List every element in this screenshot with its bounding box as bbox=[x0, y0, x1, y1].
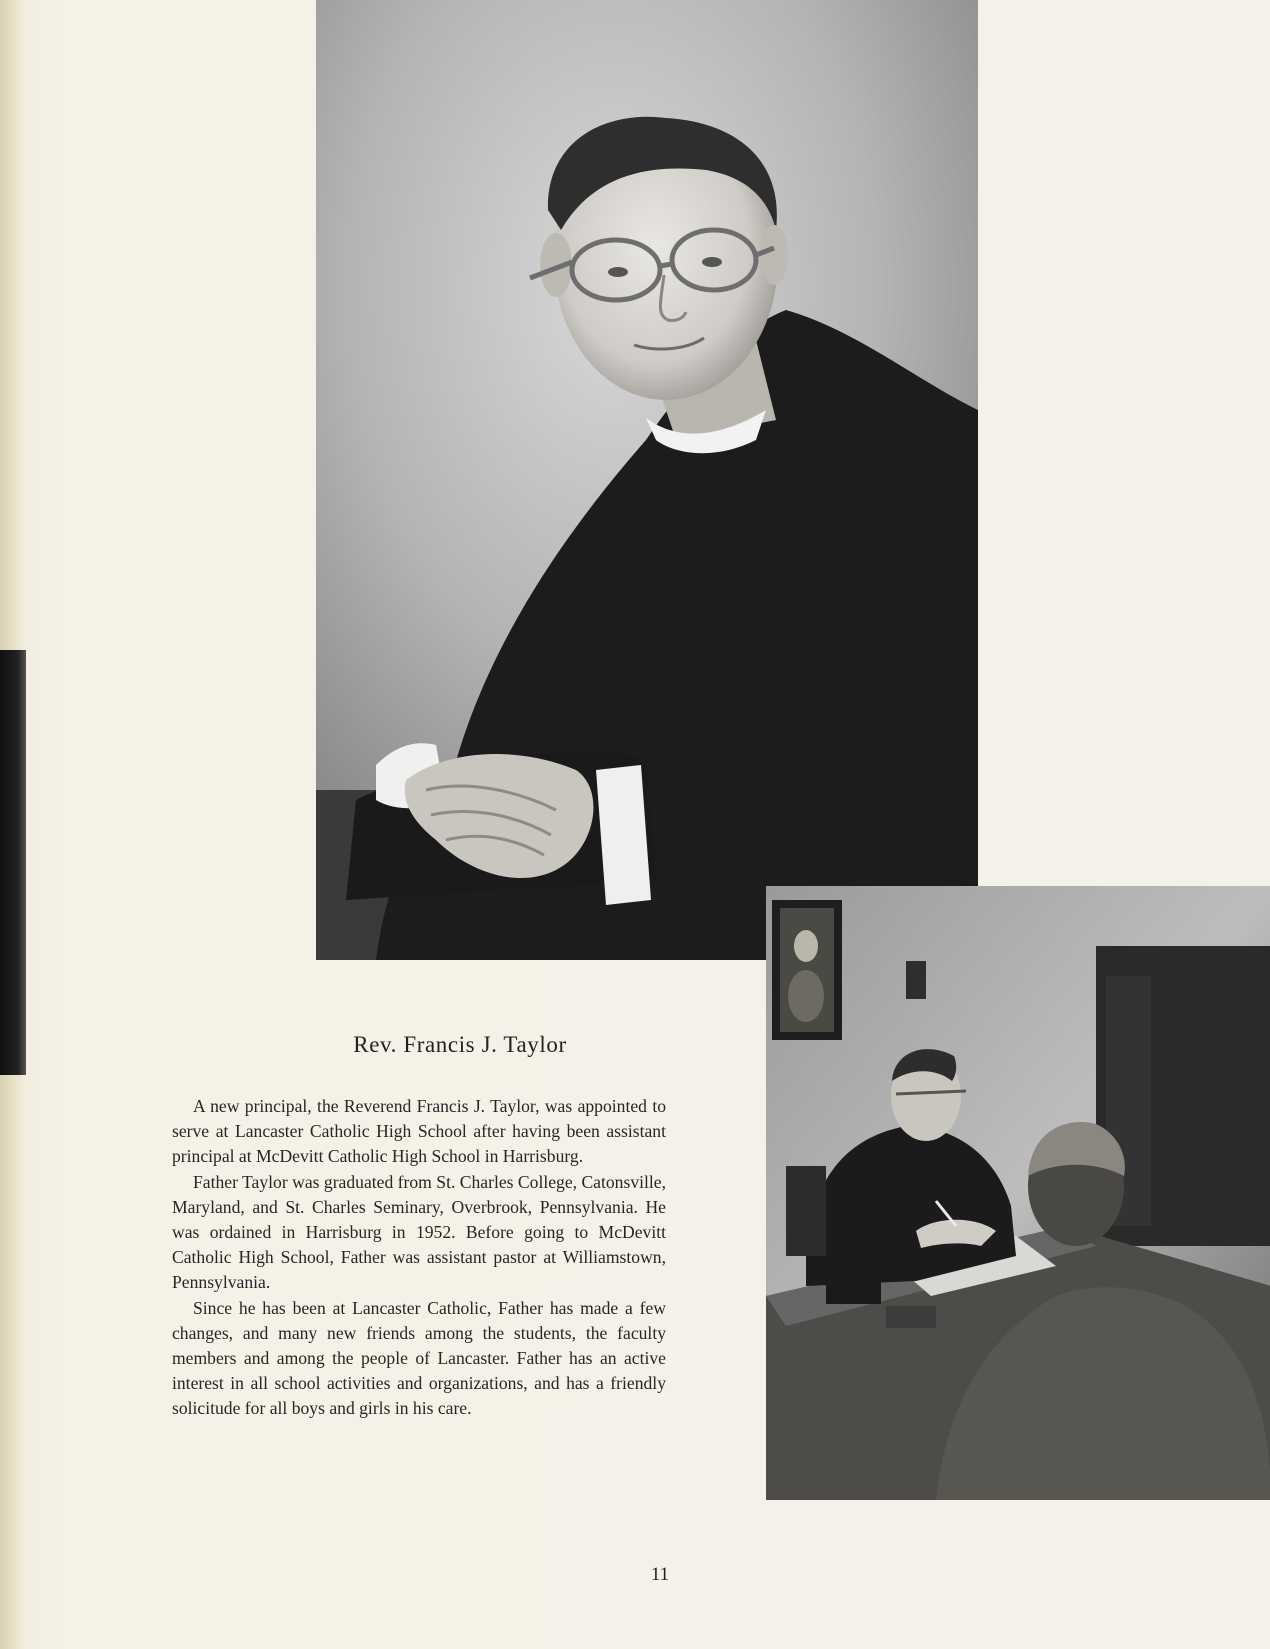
office-photo bbox=[766, 886, 1270, 1500]
page-number: 11 bbox=[650, 1564, 670, 1585]
portrait-illustration bbox=[316, 0, 978, 960]
article-title: Rev. Francis J. Taylor bbox=[353, 1032, 567, 1057]
article-paragraph: Since he has been at Lancaster Catholic, Father has made a few changes, and many new friends among the students, the faculty members and among the people of Lancaster. Father has an active interest in all school activities and organizations, and has a friendly solicitude for all boys and girls in his care. bbox=[172, 1297, 666, 1419]
article-paragraph: Father Taylor was graduated from St. Charles College, Catonsville, Maryland, and St. Charles Seminary, Overbrook, Pennsylvania. He was ordained in Harrisburg in 1952. Before going to McDevitt Catholic High School, Father was assistant pastor at Williamstown, Pennsylvania. bbox=[172, 1171, 666, 1293]
article-body bbox=[172, 1094, 666, 1422]
article-paragraph: A new principal, the Reverend Francis J. Taylor, was appointed to serve at Lancaster Catholic High School after having been assistant principal at McDevitt Catholic High School in Harrisburg. bbox=[172, 1096, 666, 1167]
office-illustration bbox=[766, 886, 1270, 1500]
page-edge-tab bbox=[0, 650, 26, 1075]
portrait-photo bbox=[316, 0, 978, 960]
